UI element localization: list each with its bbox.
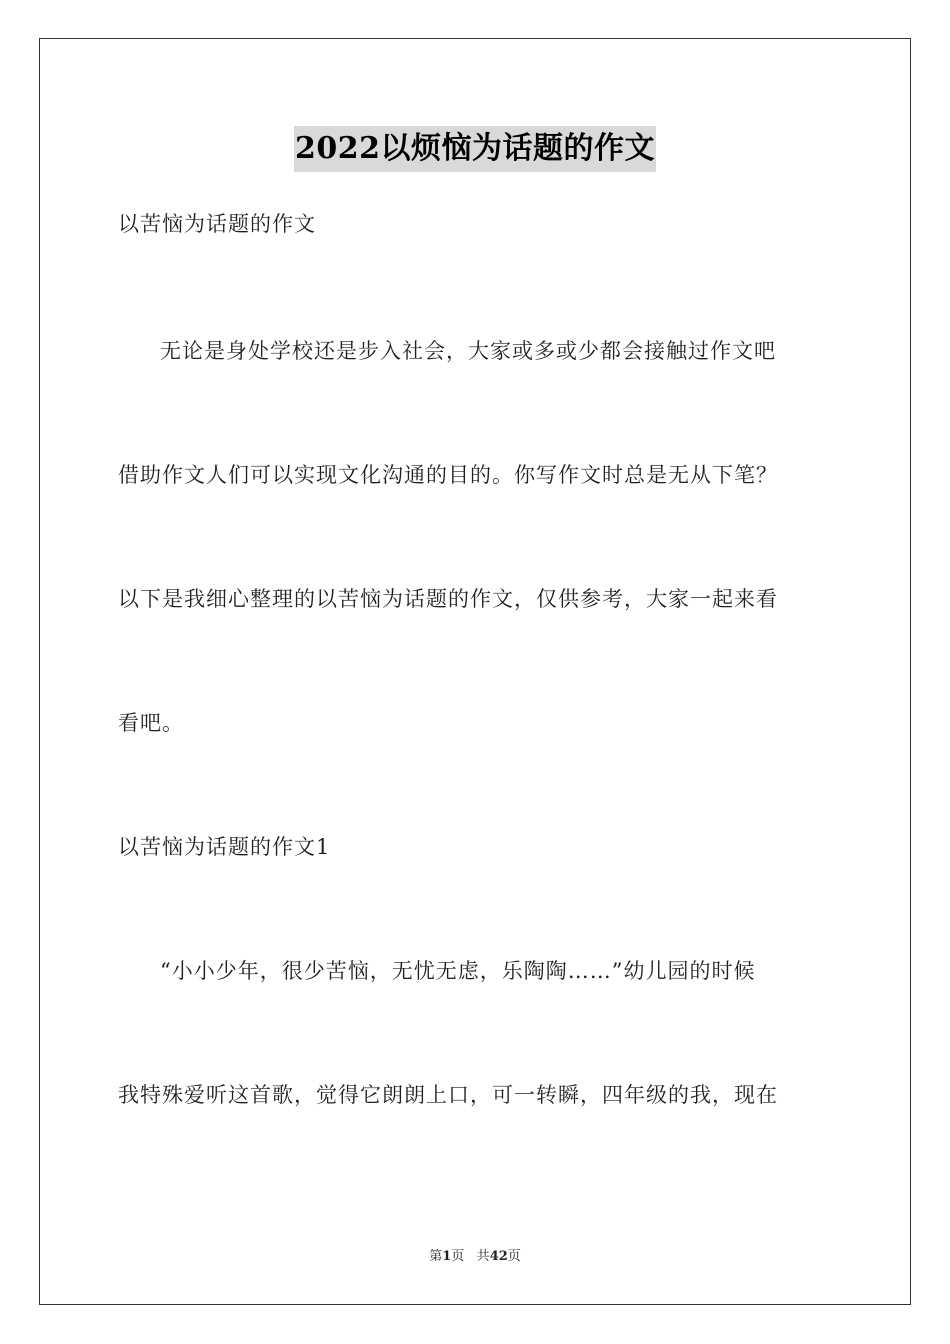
title-container [0, 126, 950, 172]
paragraph-line: 借助作文人们可以实现文化沟通的目的。你写作文时总是无从下笔？ [118, 463, 778, 487]
essay-line: 我特殊爱听这首歌，觉得它朗朗上口，可一转瞬，四年级的我，现在 [118, 1083, 778, 1107]
footer-page-suffix: 页 [451, 1249, 465, 1264]
footer-total-prefix: 共 [476, 1249, 490, 1264]
footer-total-pages: 42 [489, 1249, 508, 1264]
footer-page-number: 1 [442, 1249, 452, 1264]
paragraph-line: 无论是身处学校还是步入社会，大家或多或少都会接触过作文吧 [160, 339, 776, 363]
footer-page-prefix: 第 [429, 1249, 443, 1264]
page-footer [0, 1248, 950, 1266]
essay-line: “小小少年，很少苦恼，无忧无虑，乐陶陶……”幼儿园的时候 [160, 959, 756, 983]
paragraph-line: 看吧。 [118, 711, 184, 735]
document-title: 2022以烦恼为话题的作文 [294, 126, 656, 172]
section-heading: 以苦恼为话题的作文1 [118, 835, 331, 859]
paragraph-line: 以下是我细心整理的以苦恼为话题的作文，仅供参考，大家一起来看 [118, 587, 778, 611]
document-subtitle: 以苦恼为话题的作文 [118, 212, 316, 236]
footer-total-suffix: 页 [507, 1249, 521, 1264]
